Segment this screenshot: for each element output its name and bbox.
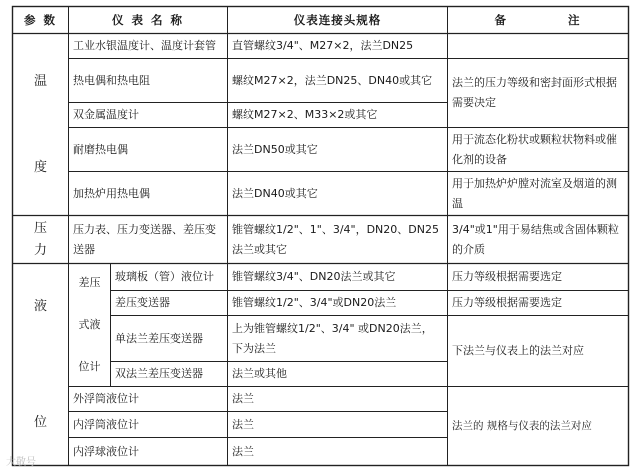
row10-name: 双法兰差压变送器: [115, 367, 203, 380]
row9-name: 单法兰差压变送器: [115, 331, 203, 345]
row12-note: 法兰的 规格与仪表的法兰对应: [452, 420, 592, 432]
row6-note: 3/4"或1"用于易结焦或含固体颗粒的介质: [452, 222, 619, 256]
row5-spec: 法兰DN40或其它: [232, 186, 318, 200]
group-dp-line-2: 式液: [78, 318, 101, 331]
group-dp-line-1: 差压: [78, 276, 101, 289]
row4-name: 耐磨热电偶: [73, 142, 128, 156]
row4-note: 用于流态化粉状或颗粒状物料或催化剂的设备: [452, 132, 617, 166]
row2-spec: 螺纹M27×2，法兰DN25、DN40或其它: [232, 73, 433, 87]
group-dp-level-gauge: [69, 264, 110, 386]
row8-spec: 锥管螺纹1/2"、3/4"或DN20法兰: [232, 296, 397, 309]
row11-name: 外浮筒液位计: [73, 392, 139, 405]
group-pressure: [13, 216, 68, 263]
row3-spec: 螺纹M27×2、M33×2或其它: [232, 108, 378, 121]
watermark: 大敬号: [6, 457, 36, 468]
row1-spec: 直管螺纹3/4"、M27×2，法兰DN25: [232, 39, 414, 52]
row6-spec: 锥管螺纹1/2"、1"、3/4"，DN20、DN25法兰或其它: [232, 222, 439, 256]
group-temperature-char-1: 温: [33, 73, 47, 89]
row5-name: 加热炉用热电偶: [73, 186, 150, 200]
row8-name: 差压变送器: [115, 296, 170, 309]
row5-note: 用于加热炉炉膛对流室及烟道的测温: [452, 176, 617, 210]
row7-name: 玻璃板（管）液位计: [115, 270, 214, 283]
row7-note: 压力等级根据需要选定: [452, 270, 562, 283]
header-remarks: 备 注: [494, 13, 582, 27]
row13-name: 内浮球液位计: [73, 444, 139, 458]
group-temperature-char-2: 度: [33, 159, 47, 175]
group-level-char-2: 位: [33, 414, 47, 430]
header-param: 参 数: [23, 13, 57, 27]
row9-note: 下法兰与仪表上的法兰对应: [452, 344, 584, 357]
group-temperature: [13, 34, 68, 215]
group-dp-line-3: 位计: [78, 360, 101, 373]
group-pressure-char-2: 力: [33, 242, 47, 258]
row8-note: 压力等级根据需要选定: [452, 296, 562, 309]
row2-note: 法兰的压力等级和密封面形式根据需要决定: [452, 76, 617, 109]
group-pressure-char-1: 压: [33, 220, 47, 236]
group-level: [13, 264, 68, 465]
row9-spec: 上为锥管螺纹1/2"、3/4" 或DN20法兰，下为法兰: [232, 321, 433, 355]
row7-spec: 锥管螺纹3/4"、DN20法兰或其它: [232, 270, 396, 283]
row12-spec: 法兰: [232, 417, 254, 431]
row1-name: 工业水银温度计、温度计套管: [73, 39, 216, 52]
row11-spec: 法兰: [232, 392, 254, 405]
header-instrument-name: 仪 表 名 称: [111, 13, 184, 27]
row12-name: 内浮筒液位计: [73, 417, 139, 431]
row10-spec: 法兰或其他: [232, 367, 287, 380]
row3-name: 双金属温度计: [73, 108, 139, 121]
group-level-char-1: 液: [33, 298, 47, 314]
row4-spec: 法兰DN50或其它: [232, 142, 318, 156]
row13-spec: 法兰: [232, 444, 254, 458]
row2-name: 热电偶和热电阻: [73, 73, 150, 87]
row6-name: 压力表、压力变送器、差压变送器: [73, 222, 216, 256]
header-connection-spec: 仪表连接头规格: [293, 13, 382, 27]
